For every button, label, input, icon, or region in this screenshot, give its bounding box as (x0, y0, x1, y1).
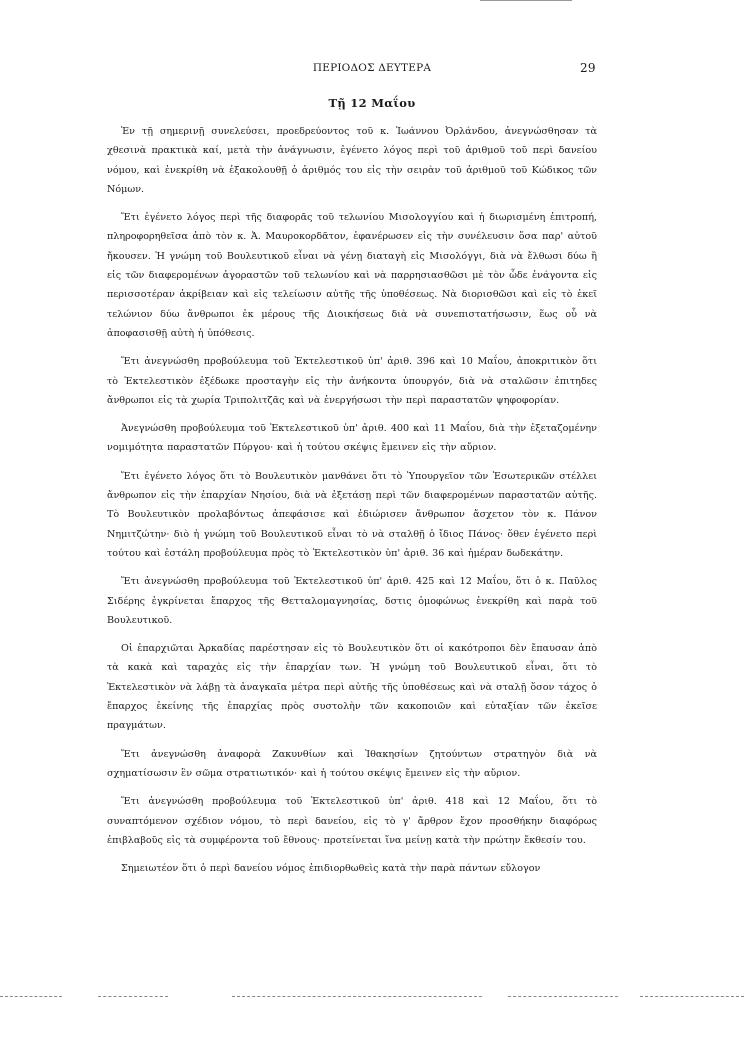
scan-rule (0, 996, 62, 998)
paragraph: Σημειωτέον ὅτι ὁ περὶ δανείου νόμος ἐπιδιορθωθεὶς κατὰ τὴν παρὰ πάντων εὔλογον (121, 863, 541, 875)
paragraph: Ἐν τῇ σημερινῇ συνελεύσει, προεδρεύοντος τοῦ κ. Ἰωάννου Ὀρλάνδου, ἀνεγνώσθησαν τὰ χθεσινὰ πρακτικὰ καί, μετὰ τὴν ἀνάγνωσιν, ἐγένετο λόγος περὶ τοῦ ἀριθμοῦ τοῦ περὶ δανείου νόμου, καὶ ἐνεκρίθη νὰ ἐξακολουθῇ ὁ ἀριθμός του εἰς τὴν σειρὰν τοῦ ἀριθμοῦ τοῦ Κώδικος τῶν Νόμων. (107, 126, 597, 195)
bottom-scan-rules (0, 996, 744, 1000)
session-date-heading: Τῇ 12 Μαΐου (328, 96, 416, 110)
paragraph: Ἔτι ἐγένετο λόγος περὶ τῆς διαφορᾶς τοῦ τελωνίου Μισολογγίου καὶ ἡ διωρισμένη ἐπιτροπή, πληροφορηθεῖσα ἀπὸ τὸν κ. Ἀ. Μαυροκορδᾶτον, ἐφανέρωσεν εἰς τὴν συνέλευσιν ὅσα παρ' αὐτοῦ ἤκουσεν. Ἡ γνώμη τοῦ Βουλευτικοῦ εἶναι νὰ γένῃ διαταγὴ εἰς Μισολόγγι, διὰ νὰ ἔλθωσι δύω ἢ εἰς τῶν διαφερομένων ἀγοραστῶν τοῦ τελωνίου καὶ νὰ παρρησιασθῶσι μὲ τὸν ὧδε ἐνάγοντα εἰς περισσοτέραν ἀκρίβειαν καὶ εἰς τελείωσιν αὐτῆς τῆς ὑποθέσεως. Νὰ διορισθῶσι καὶ εἰς τὸ ἐκεῖ τελώνιον δύω ἄνθρωποι ἐκ μέρους τῆς Διοικήσεως διὰ νὰ συνεπιστατήσωσιν, ἕως οὗ νὰ ἀποφασισθῇ αὐτὴ ἡ ὑπόθεσις. (107, 212, 597, 339)
running-header (0, 62, 744, 78)
paragraph: Ἔτι ἀνεγνώσθη προβούλευμα τοῦ Ἐκτελεστικοῦ ὑπ' ἀριθ. 396 καὶ 10 Μαΐου, ἀποκριτικὸν ὅτι τὸ Ἐκτελεστικὸν ἐξέδωκε προσταγὴν εἰς τὴν ἀνήκοντα ὑπουργόν, διὰ νὰ σταλῶσιν ἐπιτηδες ἄνθρωποι εἰς τὰ χωρία Τριπολιτζᾶς καὶ νὰ ἐνεργήσωσι τὴν περὶ παραστατῶν ψηφοφορίαν. (107, 356, 597, 406)
scan-rule (640, 996, 744, 998)
paragraph: Ἔτι ἐγένετο λόγος ὅτι τὸ Βουλευτικὸν μανθάνει ὅτι τὸ Ὑπουργεῖον τῶν Ἐσωτερικῶν στέλλει ἄνθρωπον εἰς τὴν ἐπαρχίαν Νησίου, διὰ νὰ ἐξετάσῃ περὶ τῶν διαφερομένων παραστατῶν αὐτῆς. Τὸ Βουλευτικὸν προλαβόντως ἀπεφάσισε καὶ ἐδιώρισεν ἄνθρωπον ἄσχετον τὸν κ. Πάνον Νημιτζώτην· διὸ ἡ γνώμη τοῦ Βουλευτικοῦ εἶναι τὸ νὰ σταλθῇ ὁ ἴδιος Πάνος· ὅθεν ἐγένετο περὶ τούτου καὶ ἐστάλη προβούλευμα πρὸς τὸ Ἐκτελεστικὸν ὑπ' ἀριθ. 36 καὶ ἡμέραν δωδεκάτην. (107, 470, 597, 559)
paragraph: Ἔτι ἀνεγνώσθη προβούλευμα τοῦ Ἐκτελεστικοῦ ὑπ' ἀριθ. 418 καὶ 12 Μαΐου, ὅτι τὸ συναπτόμενον σχέδιον νόμου, τὸ περὶ δανείου, εἰς τὸ γ' ἄρθρον ἔχον προσθήκην διαφόρως ἐπιβλαβοῦς εἰς τὰ συμφέροντα τοῦ ἔθνους· προτείνεται ἵνα μείνῃ κατὰ τὴν πρώτην ἔκθεσίν του. (107, 796, 597, 846)
paragraph: Ἔτι ἀνεγνώσθη ἀναφορὰ Ζακυνθίων καὶ Ἰθακησίων ζητούντων στρατηγὸν διὰ νὰ σχηματίσωσιν ἓν σῶμα στρατιωτικόν· καὶ ἡ τούτου σκέψις ἔμεινεν εἰς τὴν αὔριον. (107, 748, 597, 779)
scan-rule (508, 996, 618, 998)
paragraph: Ἔτι ἀνεγνώσθη προβούλευμα τοῦ Ἐκτελεστικοῦ ὑπ' ἀριθ. 425 καὶ 12 Μαΐου, ὅτι ὁ κ. Παῦλος Σιδέρης ἐγκρίνεται ἔπαρχος τῆς Θετταλομαγνησίας, δστις ὁμοφώνως ἐνεκρίθη καὶ παρὰ τοῦ Βουλευτικοῦ. (107, 576, 597, 626)
body-text (107, 122, 597, 887)
top-edge-rule (480, 0, 572, 1)
scan-rule (98, 996, 168, 998)
page-number: 29 (580, 61, 596, 75)
running-title: ΠΕΡΙΟΔΟΣ ΔΕΥΤΕΡΑ (312, 62, 432, 74)
paragraph: Οἱ ἐπαρχιῶται Ἀρκαδίας παρέστησαν εἰς τὸ Βουλευτικὸν ὅτι οἱ κακότροποι δὲν ἔπαυσαν ἀπὸ τὰ κακὰ καὶ ταραχὰς εἰς τὴν ἐπαρχίαν των. Ἡ γνώμη τοῦ Βουλευτικοῦ εἶναι, ὅτι τὸ Ἐκτελεστικὸν νὰ λάβῃ τὰ ἀναγκαῖα μέτρα περὶ αὐτῆς τῆς ὑποθέσεως καὶ νὰ σταλῇ ὅσον τάχος ὁ ἔπαρχος ἐκείνης τῆς ἐπαρχίας πρὸς συστολὴν τῶν κακοποιῶν καὶ εὐταξίαν τῶν ἐκεῖσε πραγμάτων. (107, 643, 597, 732)
paragraph: Ἀνεγνώσθη προβούλευμα τοῦ Ἐκτελεστικοῦ ὑπ' ἀριθ. 400 καὶ 11 Μαΐου, διὰ τὴν ἐξεταζομένην νομιμότητα παραστατῶν Πύργου· καὶ ἡ τούτου σκέψις ἔμεινεν εἰς τὴν αὔριον. (107, 423, 597, 454)
scan-rule (232, 996, 482, 998)
